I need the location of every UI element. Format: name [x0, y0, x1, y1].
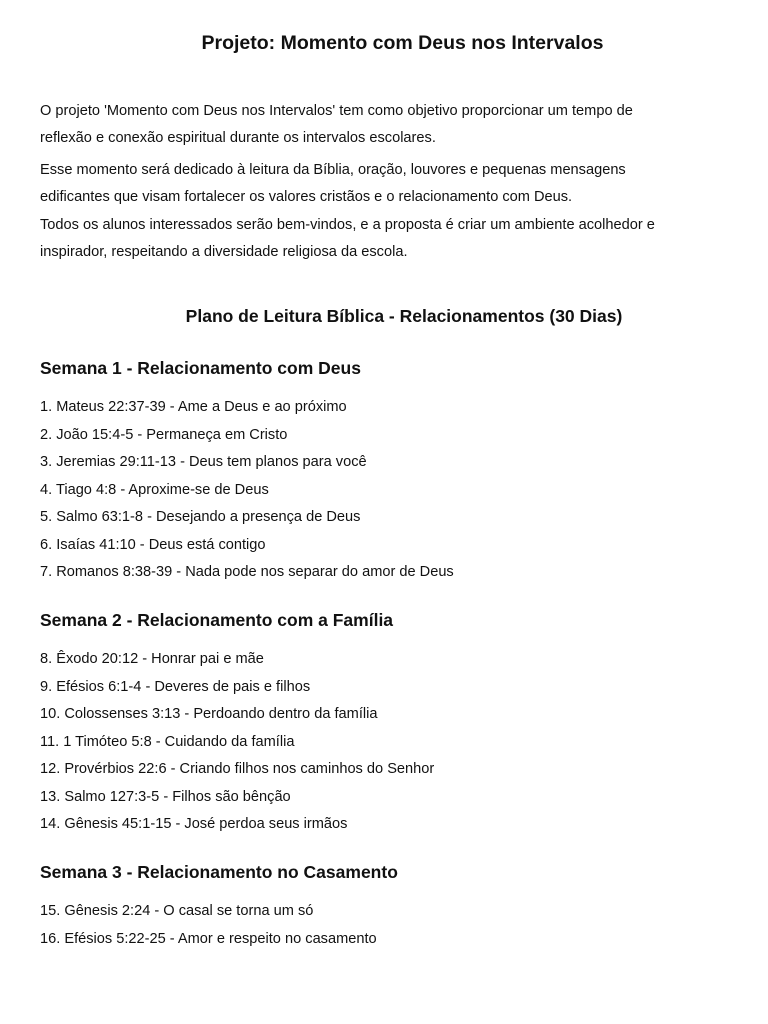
reading-item: 14. Gênesis 45:1-15 - José perdoa seus irmãos — [40, 816, 348, 832]
reading-item: 10. Colossenses 3:13 - Perdoando dentro da família — [40, 706, 378, 722]
intro-line: Esse momento será dedicado à leitura da Bíblia, oração, louvores e pequenas mensagens — [40, 161, 626, 178]
reading-item: 16. Efésios 5:22-25 - Amor e respeito no casamento — [40, 930, 377, 947]
reading-item: 9. Efésios 6:1-4 - Deveres de pais e filhos — [40, 678, 311, 695]
intro-line: edificantes que visam fortalecer os valores cristãos e o relacionamento com Deus. — [40, 189, 573, 206]
intro-section — [40, 98, 730, 266]
reading-item: 2. João 15:4-5 - Permaneça em Cristo — [40, 426, 288, 443]
reading-item: 3. Jeremias 29:11-13 - Deus tem planos para você — [40, 454, 367, 470]
week-1-title: Semana 1 - Relacionamento com Deus — [40, 358, 361, 378]
reading-item: 13. Salmo 127:3-5 - Filhos são bênção — [40, 788, 291, 805]
week-3-reading-list — [40, 898, 377, 953]
reading-item: 12. Provérbios 22:6 - Criando filhos nos caminhos do Senhor — [40, 761, 435, 777]
reading-item: 6. Isaías 41:10 - Deus está contigo — [40, 536, 266, 553]
reading-item: 4. Tiago 4:8 - Aproxime-se de Deus — [40, 481, 269, 498]
document-title: Projeto: Momento com Deus nos Intervalos — [201, 32, 604, 54]
intro-line: O projeto 'Momento com Deus nos Intervalos' tem como objetivo proporcionar um tempo de — [40, 103, 633, 119]
week-1-reading-list — [40, 394, 454, 587]
plan-title: Plano de Leitura Bíblica - Relacionamentos (30 Dias) — [185, 306, 623, 326]
reading-item: 5. Salmo 63:1-8 - Desejando a presença de Deus — [40, 509, 361, 525]
intro-line: inspirador, respeitando a diversidade religiosa da escola. — [40, 244, 408, 261]
reading-item: 11. 1 Timóteo 5:8 - Cuidando da família — [40, 733, 295, 750]
reading-item: 8. Êxodo 20:12 - Honrar pai e mãe — [40, 651, 264, 667]
week-3-title: Semana 3 - Relacionamento no Casamento — [40, 862, 398, 882]
week-2-title: Semana 2 - Relacionamento com a Família — [40, 610, 394, 630]
intro-line: reflexão e conexão espiritual durante os intervalos escolares. — [40, 130, 436, 147]
intro-line: Todos os alunos interessados serão bem-vindos, e a proposta é criar um ambiente acolhedor e — [40, 216, 655, 233]
reading-item: 15. Gênesis 2:24 - O casal se torna um só — [40, 903, 314, 919]
week-2-reading-list — [40, 646, 434, 839]
reading-item: 1. Mateus 22:37-39 - Ame a Deus e ao próximo — [40, 399, 347, 415]
reading-item: 7. Romanos 8:38-39 - Nada pode nos separar do amor de Deus — [40, 564, 454, 580]
